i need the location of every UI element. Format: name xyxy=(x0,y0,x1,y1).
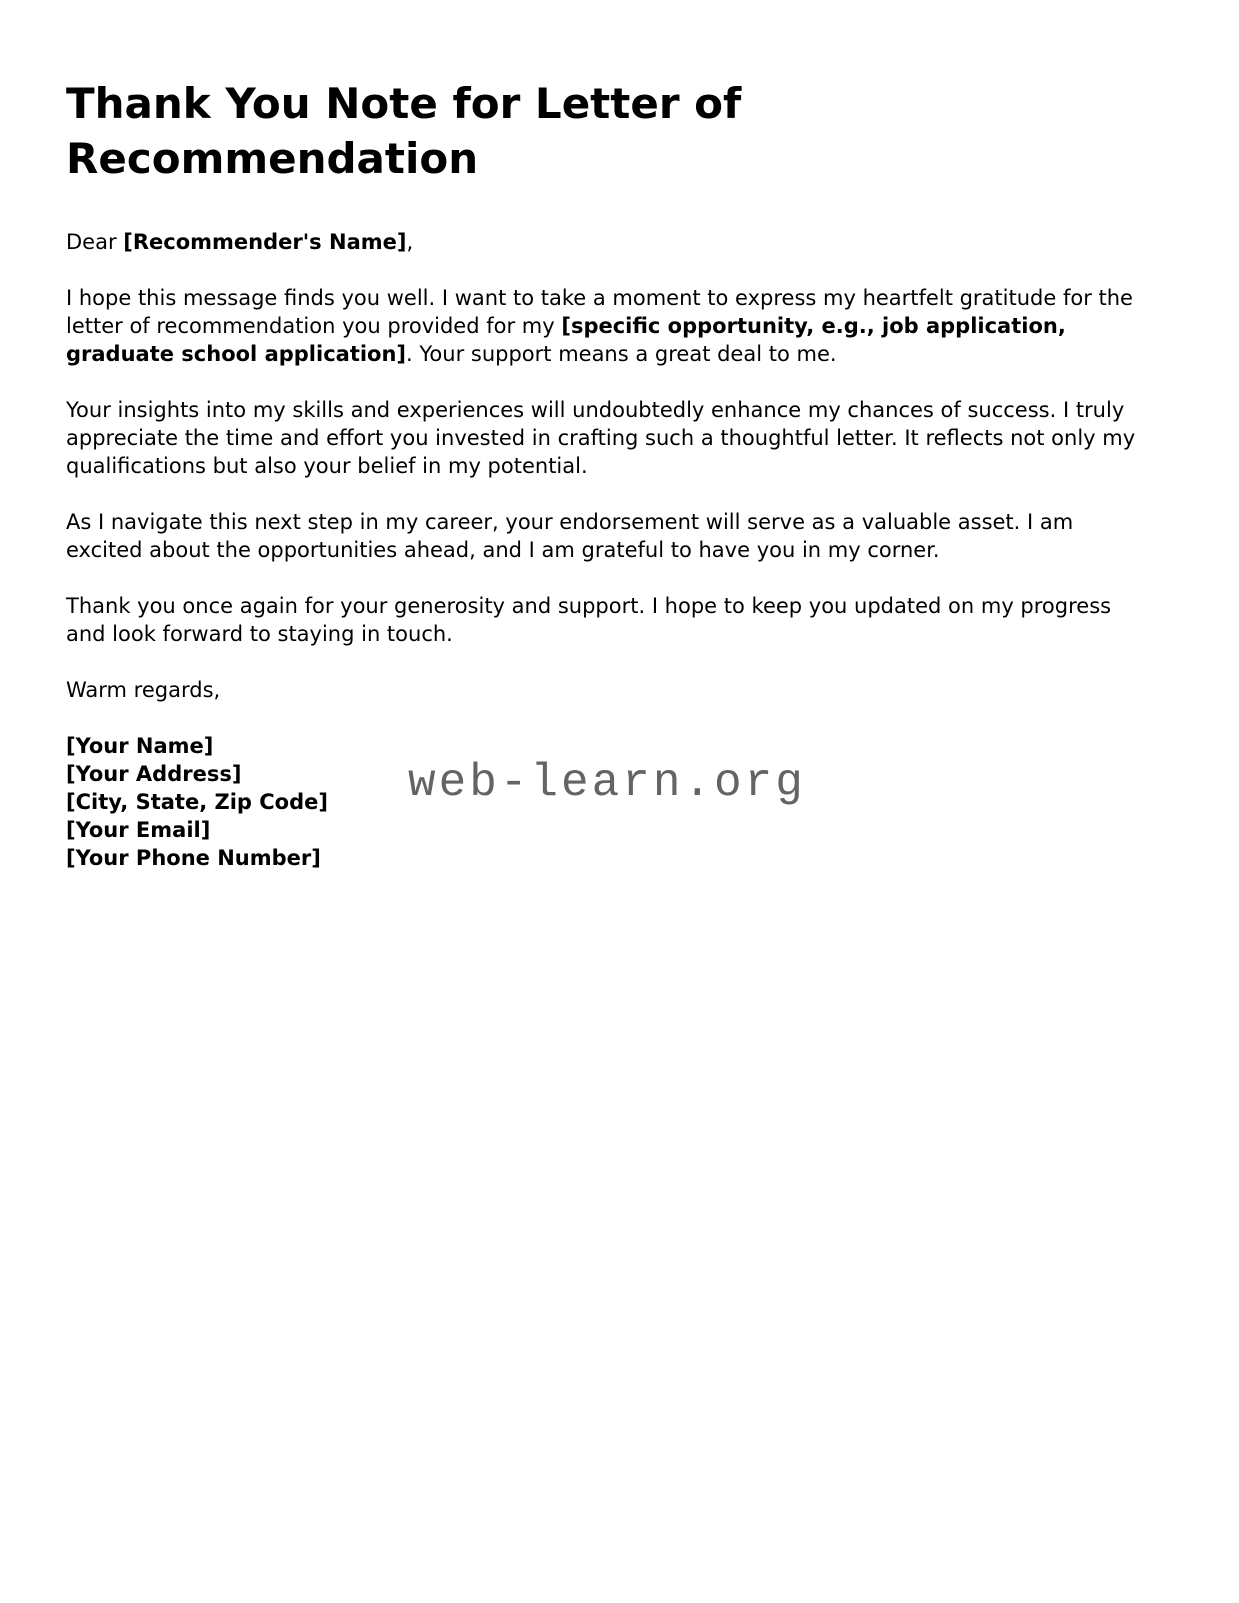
signature-block xyxy=(66,732,1143,872)
salutation xyxy=(66,228,1143,256)
paragraph-thanks: Thank you once again for your generosity and support. I hope to keep you updated on my progress and look forward to staying in touch. xyxy=(66,594,1112,646)
signature-email-placeholder: [Your Email] xyxy=(66,818,211,842)
recommender-name-placeholder: [Recommender's Name] xyxy=(123,230,407,254)
signature-city-state-zip-placeholder: [City, State, Zip Code] xyxy=(66,790,328,814)
paragraph-gratitude-text: I hope this message finds you well. I want to take a moment to express my heartfelt gratitude for the letter of recommendation you provided for my xyxy=(66,286,1133,338)
salutation-prefix: Dear xyxy=(66,230,124,254)
closing: Warm regards, xyxy=(66,678,221,702)
page-title: Thank You Note for Letter of Recommendation xyxy=(66,79,742,183)
watermark: web-learn.org xyxy=(408,757,806,809)
signature-phone-placeholder: [Your Phone Number] xyxy=(66,846,321,870)
paragraph-gratitude-text-end: . Your support means a great deal to me. xyxy=(406,342,837,366)
paragraph-gratitude xyxy=(66,284,1143,368)
signature-address-placeholder: [Your Address] xyxy=(66,762,242,786)
paragraph-insights: Your insights into my skills and experiences will undoubtedly enhance my chances of success. I truly appreciate the time and effort you invested in crafting such a thoughtful letter. It reflects not only my qualifications but also your belief in my potential. xyxy=(66,398,1136,478)
signature-name-placeholder: [Your Name] xyxy=(66,734,214,758)
opportunity-placeholder: [specific opportunity, e.g., job application, graduate school application] xyxy=(66,314,1066,366)
salutation-suffix: , xyxy=(406,230,414,254)
paragraph-career: As I navigate this next step in my career, your endorsement will serve as a valuable asset. I am excited about the opportunities ahead, and I am grateful to have you in my corner. xyxy=(66,510,1074,562)
